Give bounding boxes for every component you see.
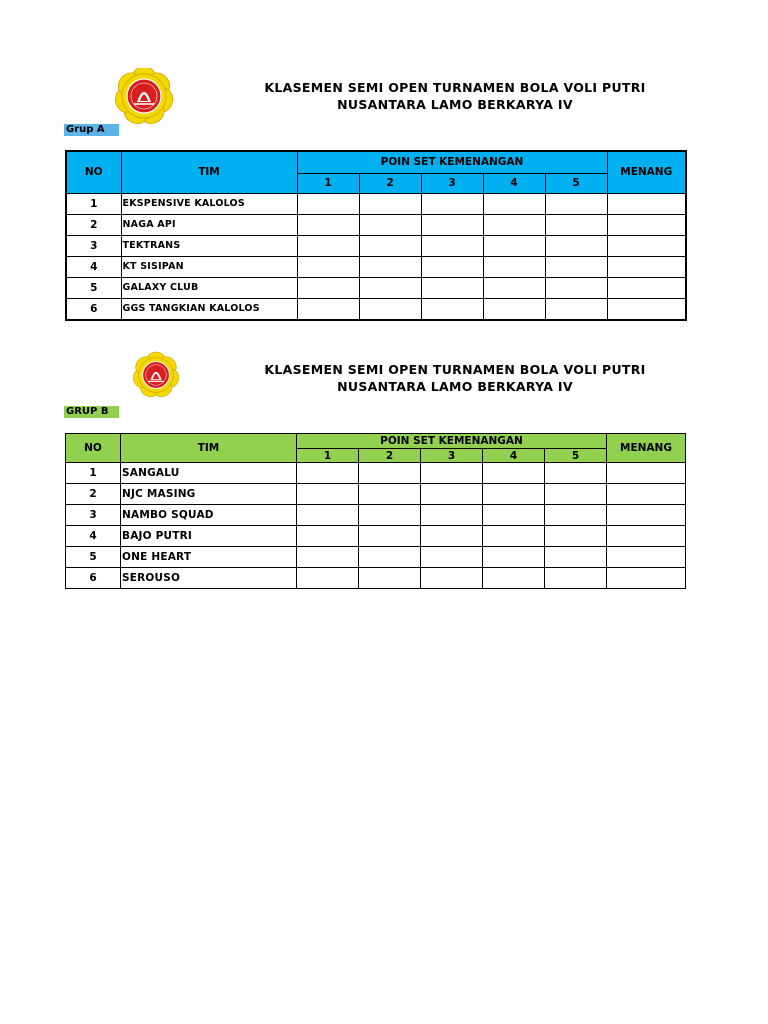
group-a-table — [65, 150, 687, 321]
set-cell[interactable] — [359, 484, 421, 505]
table-row — [66, 526, 686, 547]
header-tim: TIM — [121, 151, 297, 193]
set-cell[interactable] — [483, 277, 545, 298]
team-name: GALAXY CLUB — [121, 277, 297, 298]
header-menang: MENANG — [607, 434, 686, 463]
set-cell[interactable] — [297, 256, 359, 277]
table-row — [66, 193, 686, 214]
table-row — [66, 505, 686, 526]
title-line-2: NUSANTARA LAMO BERKARYA IV — [337, 379, 573, 394]
table-row — [66, 484, 686, 505]
set-cell[interactable] — [545, 193, 607, 214]
set-cell[interactable] — [359, 463, 421, 484]
menang-cell[interactable] — [607, 193, 686, 214]
header-set-1: 1 — [297, 173, 359, 193]
table-row — [66, 568, 686, 589]
header-set-3: 3 — [421, 449, 483, 463]
menang-cell[interactable] — [607, 484, 686, 505]
set-cell[interactable] — [483, 526, 545, 547]
set-cell[interactable] — [483, 256, 545, 277]
set-cell[interactable] — [483, 214, 545, 235]
menang-cell[interactable] — [607, 505, 686, 526]
set-cell[interactable] — [421, 235, 483, 256]
set-cell[interactable] — [421, 505, 483, 526]
team-no: 5 — [66, 547, 121, 568]
team-no: 6 — [66, 568, 121, 589]
header-poin-set: POIN SET KEMENANGAN — [297, 434, 607, 449]
team-name: EKSPENSIVE KALOLOS — [121, 193, 297, 214]
set-cell[interactable] — [297, 298, 359, 320]
set-cell[interactable] — [421, 256, 483, 277]
team-no: 3 — [66, 235, 121, 256]
page-title-group-b — [240, 361, 670, 395]
table-row — [66, 277, 686, 298]
set-cell[interactable] — [359, 298, 421, 320]
set-cell[interactable] — [359, 568, 421, 589]
set-cell[interactable] — [421, 214, 483, 235]
team-name: NAGA API — [121, 214, 297, 235]
set-cell[interactable] — [483, 568, 545, 589]
team-no: 2 — [66, 484, 121, 505]
team-no: 2 — [66, 214, 121, 235]
header-tim: TIM — [121, 434, 297, 463]
team-name: GGS TANGKIAN KALOLOS — [121, 298, 297, 320]
team-name: BAJO PUTRI — [121, 526, 297, 547]
title-line-1: KLASEMEN SEMI OPEN TURNAMEN BOLA VOLI PUTRI — [264, 80, 646, 95]
menang-cell[interactable] — [607, 463, 686, 484]
set-cell[interactable] — [359, 235, 421, 256]
group-b-label: GRUP B — [64, 406, 119, 418]
set-cell[interactable] — [297, 547, 359, 568]
header-set-5: 5 — [545, 449, 607, 463]
set-cell[interactable] — [483, 235, 545, 256]
set-cell[interactable] — [545, 526, 607, 547]
title-line-2: NUSANTARA LAMO BERKARYA IV — [337, 97, 573, 112]
set-cell[interactable] — [483, 193, 545, 214]
set-cell[interactable] — [297, 235, 359, 256]
menang-cell[interactable] — [607, 214, 686, 235]
header-set-1: 1 — [297, 449, 359, 463]
emblem-logo-icon — [126, 346, 186, 404]
set-cell[interactable] — [545, 277, 607, 298]
set-cell[interactable] — [483, 484, 545, 505]
team-no: 1 — [66, 193, 121, 214]
team-no: 6 — [66, 298, 121, 320]
team-name: NJC MASING — [121, 484, 297, 505]
header-no: NO — [66, 434, 121, 463]
set-cell[interactable] — [421, 277, 483, 298]
set-cell[interactable] — [359, 277, 421, 298]
set-cell[interactable] — [545, 235, 607, 256]
team-name: SANGALU — [121, 463, 297, 484]
team-no: 4 — [66, 526, 121, 547]
table-row — [66, 214, 686, 235]
header-menang: MENANG — [607, 151, 686, 193]
set-cell[interactable] — [297, 568, 359, 589]
set-cell[interactable] — [359, 256, 421, 277]
set-cell[interactable] — [545, 505, 607, 526]
header-poin-set: POIN SET KEMENANGAN — [297, 151, 607, 173]
header-set-4: 4 — [483, 173, 545, 193]
team-name: KT SISIPAN — [121, 256, 297, 277]
set-cell[interactable] — [359, 193, 421, 214]
menang-cell[interactable] — [607, 526, 686, 547]
set-cell[interactable] — [297, 484, 359, 505]
menang-cell[interactable] — [607, 277, 686, 298]
set-cell[interactable] — [421, 568, 483, 589]
team-no: 3 — [66, 505, 121, 526]
header-set-3: 3 — [421, 173, 483, 193]
set-cell[interactable] — [297, 463, 359, 484]
set-cell[interactable] — [545, 256, 607, 277]
team-no: 1 — [66, 463, 121, 484]
set-cell[interactable] — [545, 214, 607, 235]
emblem-logo-icon — [106, 68, 182, 124]
table-row — [66, 463, 686, 484]
set-cell[interactable] — [359, 547, 421, 568]
header-set-5: 5 — [545, 173, 607, 193]
menang-cell[interactable] — [607, 235, 686, 256]
team-name: NAMBO SQUAD — [121, 505, 297, 526]
set-cell[interactable] — [421, 193, 483, 214]
set-cell[interactable] — [483, 547, 545, 568]
team-name: SEROUSO — [121, 568, 297, 589]
set-cell[interactable] — [483, 298, 545, 320]
menang-cell[interactable] — [607, 298, 686, 320]
team-no: 4 — [66, 256, 121, 277]
set-cell[interactable] — [297, 505, 359, 526]
set-cell[interactable] — [545, 568, 607, 589]
title-line-1: KLASEMEN SEMI OPEN TURNAMEN BOLA VOLI PUTRI — [264, 362, 646, 377]
menang-cell[interactable] — [607, 568, 686, 589]
set-cell[interactable] — [421, 463, 483, 484]
set-cell[interactable] — [359, 214, 421, 235]
team-name: ONE HEART — [121, 547, 297, 568]
set-cell[interactable] — [297, 193, 359, 214]
set-cell[interactable] — [545, 463, 607, 484]
table-row — [66, 235, 686, 256]
set-cell[interactable] — [421, 298, 483, 320]
header-set-2: 2 — [359, 449, 421, 463]
set-cell[interactable] — [297, 214, 359, 235]
group-a-label: Grup A — [64, 124, 119, 136]
set-cell[interactable] — [421, 547, 483, 568]
header-no: NO — [66, 151, 121, 193]
menang-cell[interactable] — [607, 256, 686, 277]
set-cell[interactable] — [545, 298, 607, 320]
set-cell[interactable] — [421, 526, 483, 547]
set-cell[interactable] — [297, 277, 359, 298]
page-title-group-a — [240, 79, 670, 113]
header-set-2: 2 — [359, 173, 421, 193]
table-row — [66, 256, 686, 277]
menang-cell[interactable] — [607, 547, 686, 568]
set-cell[interactable] — [359, 505, 421, 526]
set-cell[interactable] — [359, 526, 421, 547]
team-no: 5 — [66, 277, 121, 298]
header-set-4: 4 — [483, 449, 545, 463]
team-name: TEKTRANS — [121, 235, 297, 256]
set-cell[interactable] — [483, 505, 545, 526]
set-cell[interactable] — [421, 484, 483, 505]
set-cell[interactable] — [483, 463, 545, 484]
set-cell[interactable] — [545, 484, 607, 505]
table-row — [66, 547, 686, 568]
group-b-table — [65, 433, 686, 589]
set-cell[interactable] — [545, 547, 607, 568]
table-row — [66, 298, 686, 320]
set-cell[interactable] — [297, 526, 359, 547]
